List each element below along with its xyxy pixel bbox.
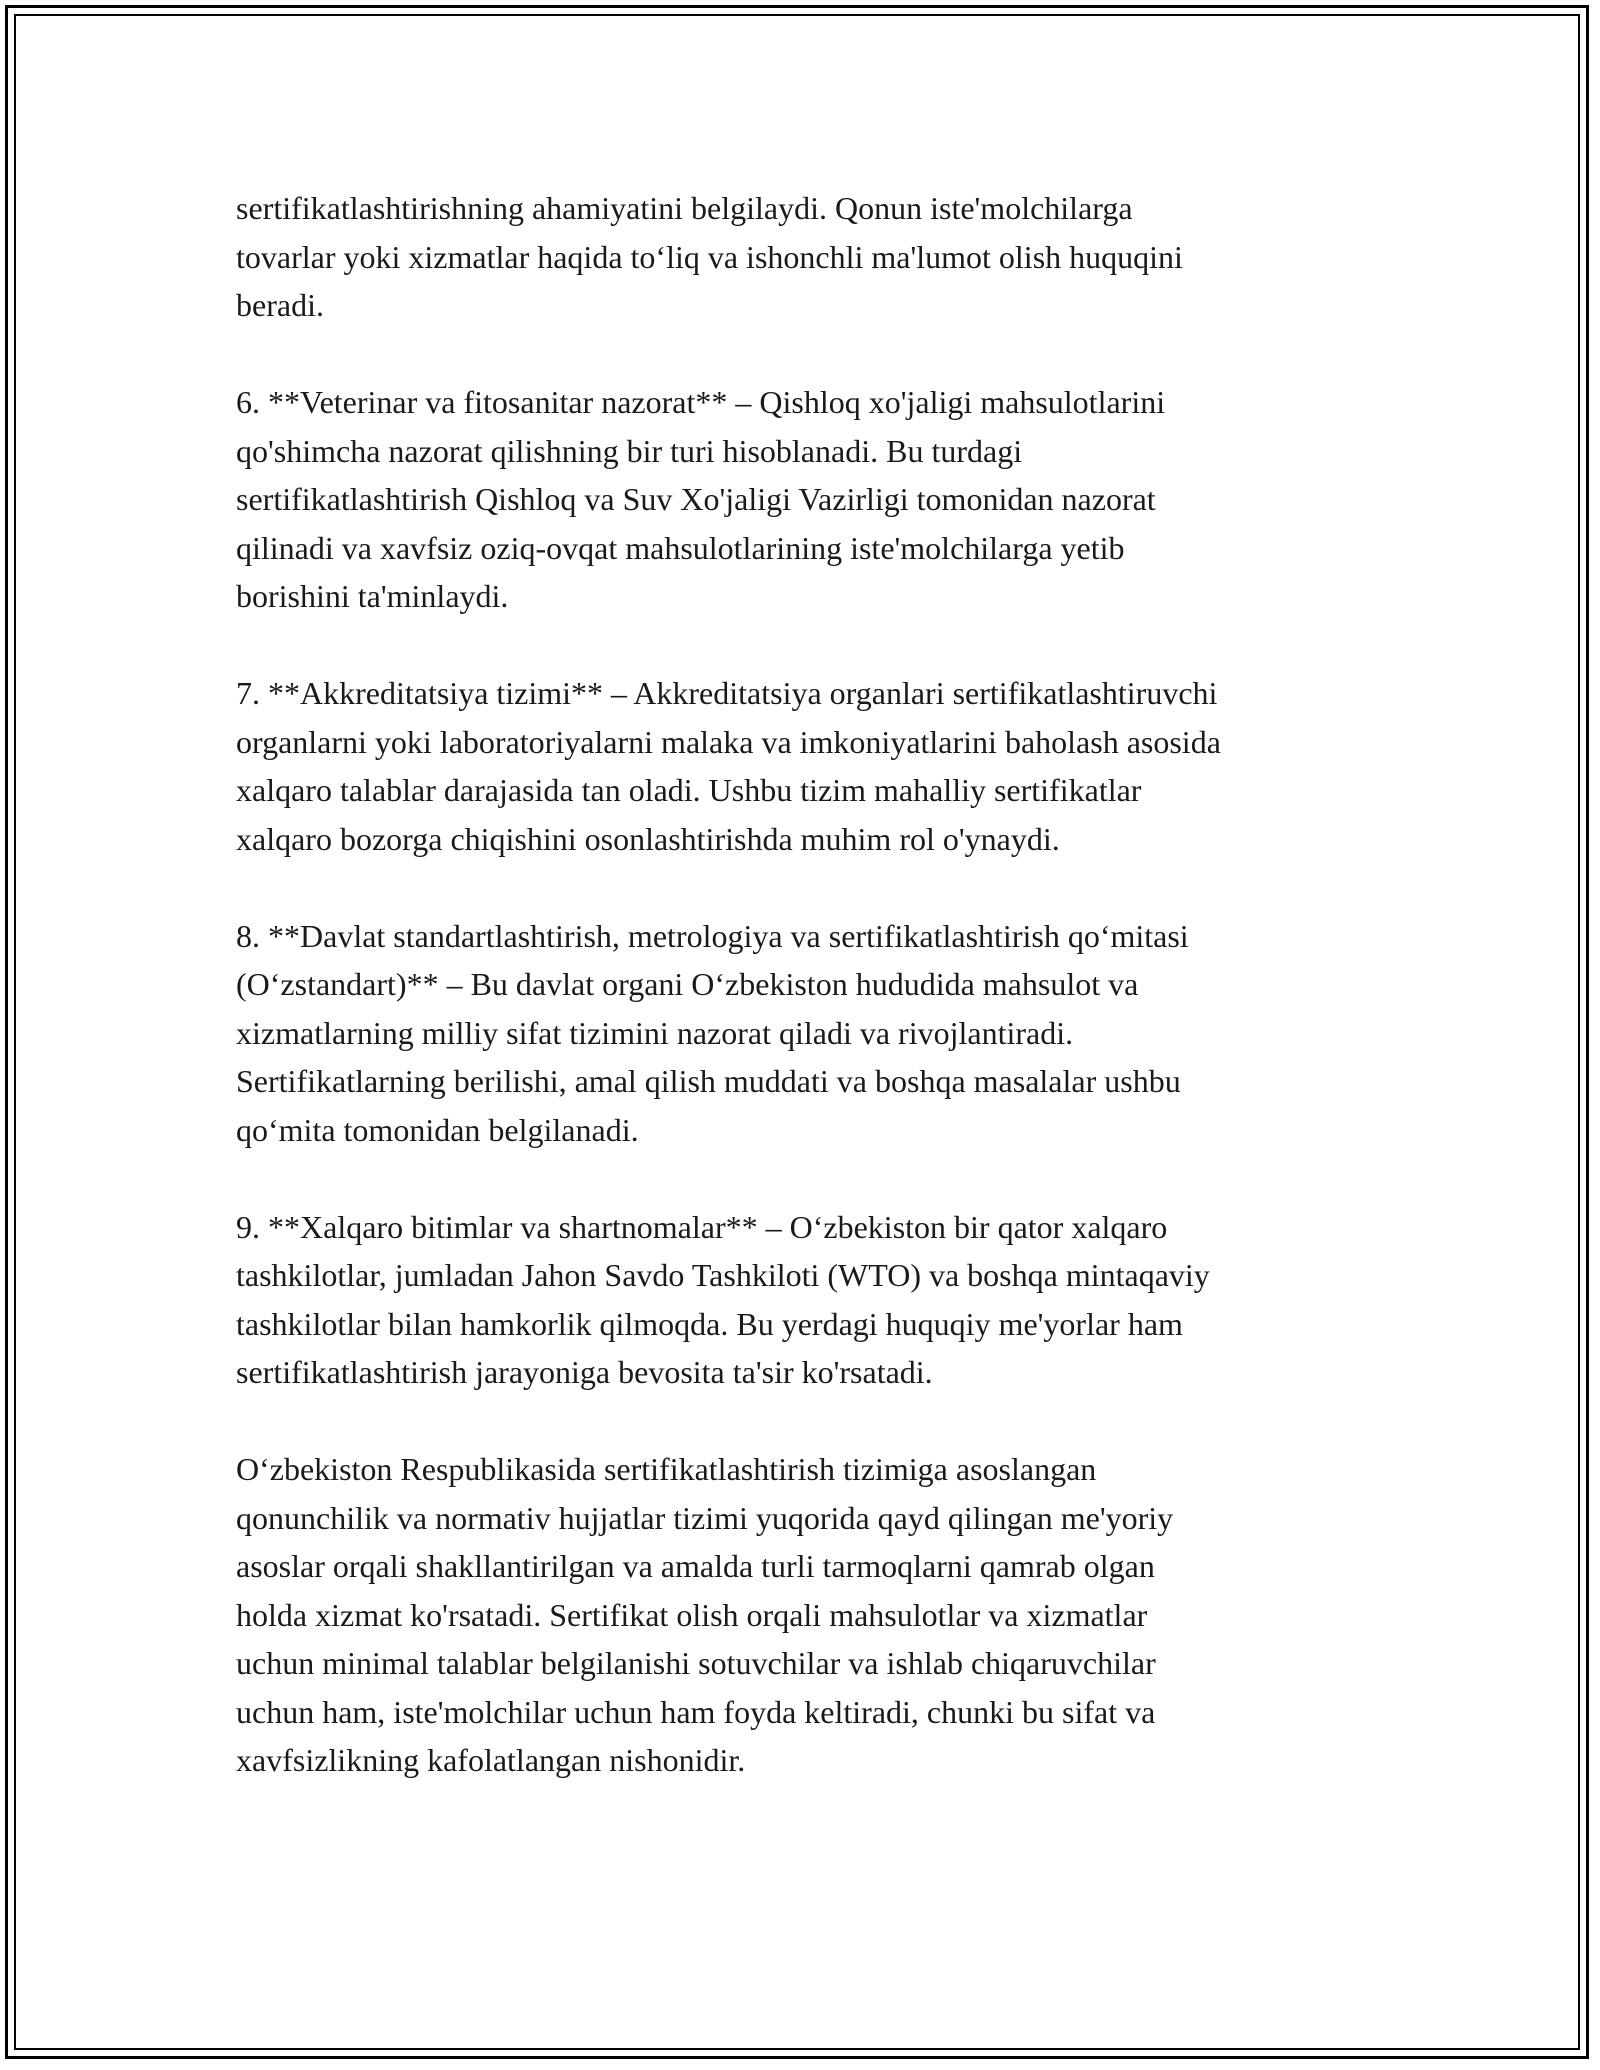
text-line: sertifikatlashtirishning ahamiyatini belgilaydi. Qonun iste'molchilarga: [236, 190, 1133, 226]
paragraph-conclusion: [236, 1445, 1386, 1785]
document-body: [236, 184, 1386, 1785]
text-line: xizmatlarning milliy sifat tizimini nazorat qiladi va rivojlantiradi.: [236, 1014, 1074, 1051]
paragraph-item-9: [236, 1203, 1386, 1397]
text-line: xalqaro talablar darajasida tan oladi. Ushbu tizim mahalliy sertifikatlar: [236, 772, 1142, 808]
text-line: tashkilotlar bilan hamkorlik qilmoqda. Bu yerdagi huquqiy me'yorlar ham: [236, 1305, 1183, 1342]
text-line: xalqaro bozorga chiqishini osonlashtirishda muhim rol o'ynaydi.: [236, 820, 1060, 857]
paragraph-intro-continuation: [236, 184, 1386, 330]
text-line: borishini ta'minlaydi.: [236, 578, 509, 614]
text-line: uchun ham, iste'molchilar uchun ham foyda keltiradi, chunki bu sifat va: [236, 1693, 1156, 1730]
text-line: beradi.: [236, 287, 324, 323]
text-line: asoslar orqali shakllantirilgan va amalda turli tarmoqlarni qamrab olgan: [236, 1548, 1155, 1584]
text-line: 6. **Veterinar va fitosanitar nazorat** – Qishloq xo'jaligi mahsulotlarini: [236, 384, 1166, 420]
paragraph-item-6: [236, 378, 1386, 621]
text-line: O‘zbekiston Respublikasida sertifikatlashtirish tizimiga asoslangan: [236, 1451, 1097, 1487]
paragraph-item-8: [236, 912, 1386, 1155]
text-line: xavfsizlikning kafolatlangan nishonidir.: [236, 1742, 746, 1778]
text-line: sertifikatlashtirish jarayoniga bevosita ta'sir ko'rsatadi.: [236, 1354, 933, 1390]
text-line: holda xizmat ko'rsatadi. Sertifikat olish orqali mahsulotlar va xizmatlar: [236, 1596, 1148, 1633]
text-line: Sertifikatlarning berilishi, amal qilish muddati va boshqa masalalar ushbu: [236, 1063, 1181, 1099]
text-line: uchun minimal talablar belgilanishi sotuvchilar va ishlab chiqaruvchilar: [236, 1645, 1156, 1681]
text-line: 7. **Akkreditatsiya tizimi** – Akkreditatsiya organlari sertifikatlashtiruvchi: [236, 675, 1218, 711]
text-line: tovarlar yoki xizmatlar haqida to‘liq va ishonchli ma'lumot olish huquqini: [236, 238, 1183, 275]
text-line: organlarni yoki laboratoriyalarni malaka va imkoniyatlarini baholash asosida: [236, 723, 1221, 760]
text-line: (O‘zstandart)** – Bu davlat organi O‘zbekiston hududida mahsulot va: [236, 966, 1139, 1002]
text-line: qonunchilik va normativ hujjatlar tizimi yuqorida qayd qilingan me'yoriy: [236, 1499, 1174, 1536]
text-line: 8. **Davlat standartlashtirish, metrologiya va sertifikatlashtirish qo‘mitasi: [236, 917, 1189, 954]
text-line: tashkilotlar, jumladan Jahon Savdo Tashkiloti (WTO) va boshqa mintaqaviy: [236, 1257, 1210, 1293]
paragraph-item-7: [236, 669, 1386, 863]
text-line: qo‘mita tomonidan belgilanadi.: [236, 1111, 639, 1148]
text-line: qilinadi va xavfsiz oziq-ovqat mahsulotlarining iste'molchilarga yetib: [236, 529, 1125, 566]
text-line: 9. **Xalqaro bitimlar va shartnomalar** – O‘zbekiston bir qator xalqaro: [236, 1208, 1168, 1245]
text-line: qo'shimcha nazorat qilishning bir turi hisoblanadi. Bu turdagi: [236, 432, 1023, 469]
text-line: sertifikatlashtirish Qishloq va Suv Xo'jaligi Vazirligi tomonidan nazorat: [236, 481, 1156, 517]
